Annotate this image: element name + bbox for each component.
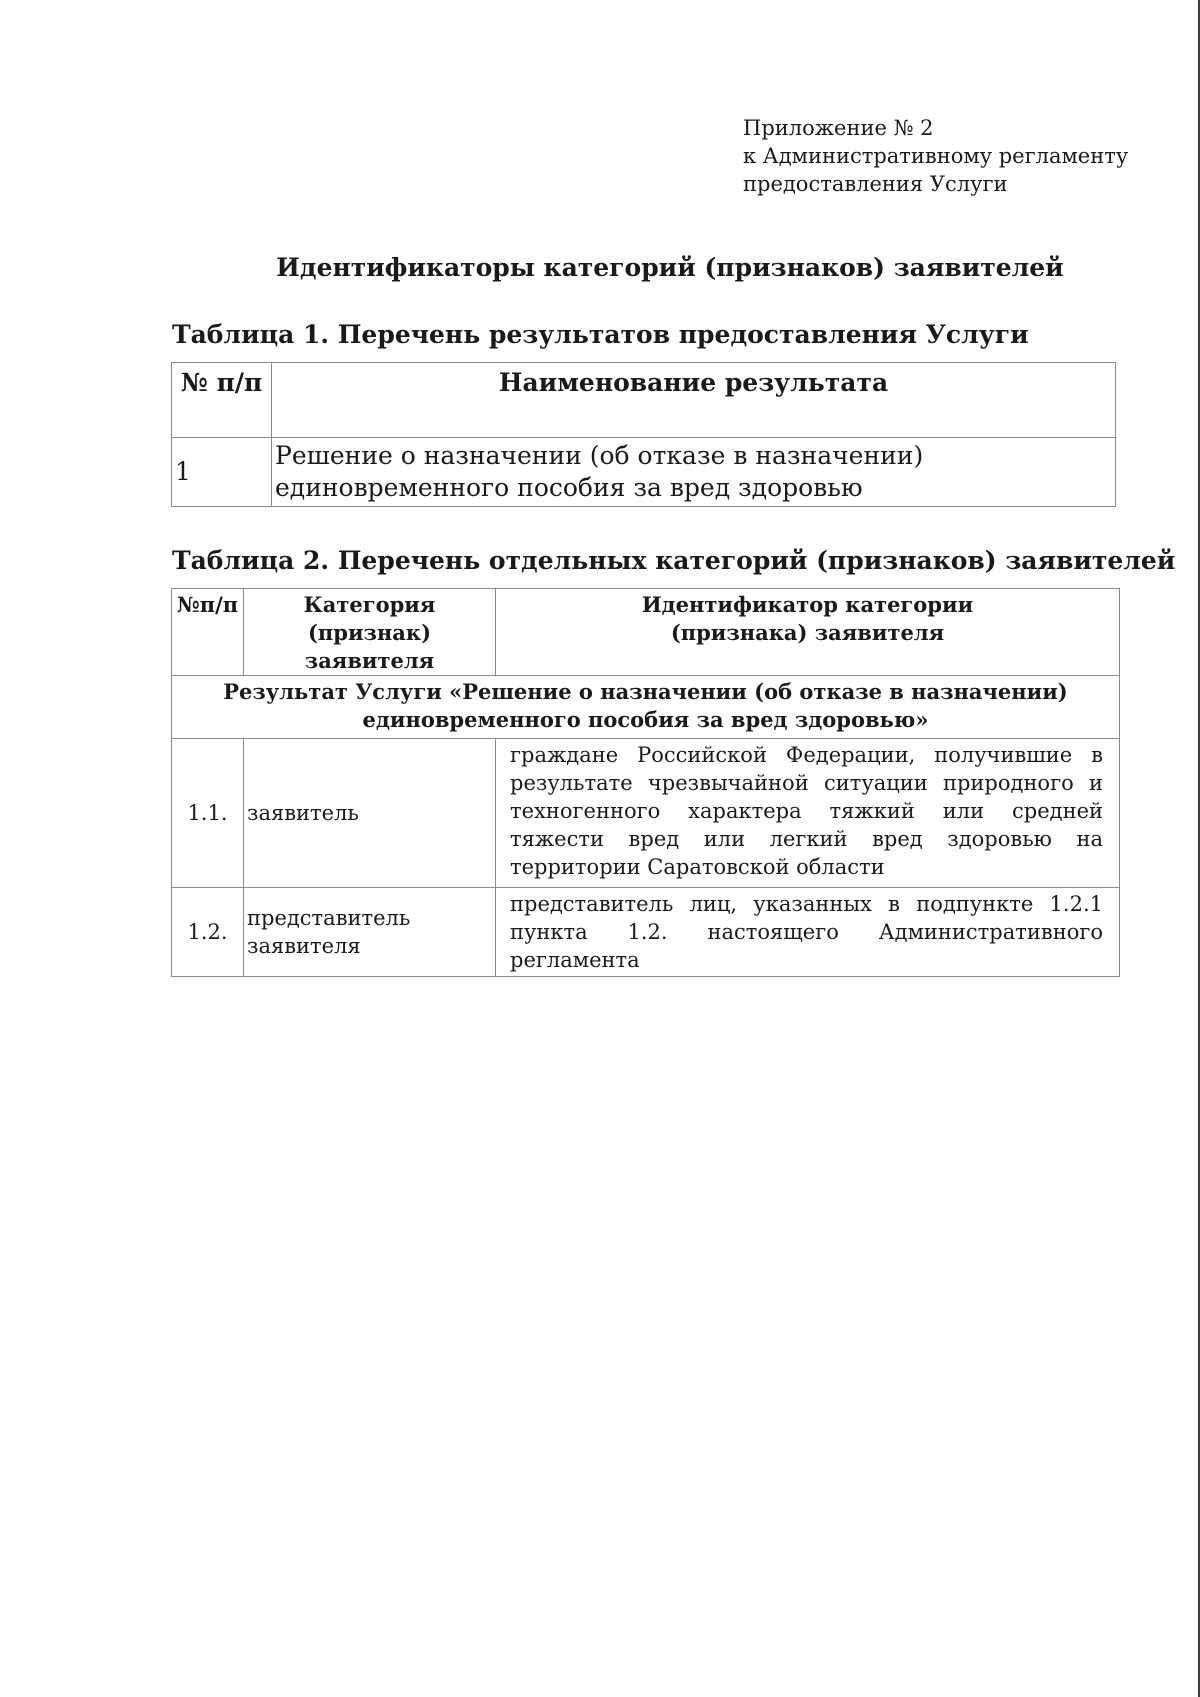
document-title: Идентификаторы категорий (признаков) заявителей bbox=[276, 253, 1064, 282]
appendix-line-2: к Административному регламенту bbox=[743, 144, 1129, 168]
table2-heading: Таблица 2. Перечень отдельных категорий (признаков) заявителей bbox=[172, 546, 1176, 575]
header-number: №п/п bbox=[172, 589, 244, 676]
results-table bbox=[171, 362, 1116, 507]
row-number: 1.1. bbox=[172, 739, 244, 888]
identifier-cell: представитель лиц, указанных в подпункте 1.2.1 пункта 1.2. настоящего Административного регламента bbox=[496, 888, 1120, 977]
section-row bbox=[172, 676, 1120, 739]
categories-table bbox=[171, 588, 1120, 977]
appendix-line-1: Приложение № 2 bbox=[743, 116, 934, 140]
table-header-row bbox=[172, 589, 1120, 676]
row-number: 1 bbox=[172, 438, 272, 507]
table1-heading: Таблица 1. Перечень результатов предоставления Услуги bbox=[172, 320, 1029, 349]
header-category-line-1: Категория (признак) bbox=[303, 592, 436, 645]
table-row bbox=[172, 739, 1120, 888]
appendix-line-3: предоставления Услуги bbox=[743, 172, 1008, 196]
header-category-line-2: заявителя bbox=[304, 648, 435, 673]
header-result-name: Наименование результата bbox=[272, 363, 1116, 438]
header-number: № п/п bbox=[172, 363, 272, 438]
header-category bbox=[244, 589, 496, 676]
header-identifier-line-1: Идентификатор категории bbox=[641, 592, 974, 617]
category-cell: заявитель bbox=[244, 739, 496, 888]
row-number: 1.2. bbox=[172, 888, 244, 977]
table-header-row bbox=[172, 363, 1116, 438]
result-name: Решение о назначении (об отказе в назначении) единовременного пособия за вред здоровью bbox=[272, 438, 1116, 507]
table-row bbox=[172, 888, 1120, 977]
identifier-cell: граждане Российской Федерации, получившие в результате чрезвычайной ситуации природного и техногенного характера тяжкий или средней тяжести вред или легкий вред здоровью на территории Саратовской области bbox=[496, 739, 1120, 888]
header-identifier-line-2: (признака) заявителя bbox=[670, 620, 945, 645]
section-title: Результат Услуги «Решение о назначении (об отказе в назначении) единовременного пособия за вред здоровью» bbox=[172, 676, 1120, 739]
header-identifier bbox=[496, 589, 1120, 676]
table-row bbox=[172, 438, 1116, 507]
category-cell: представитель заявителя bbox=[244, 888, 496, 977]
appendix-note bbox=[743, 114, 1163, 198]
